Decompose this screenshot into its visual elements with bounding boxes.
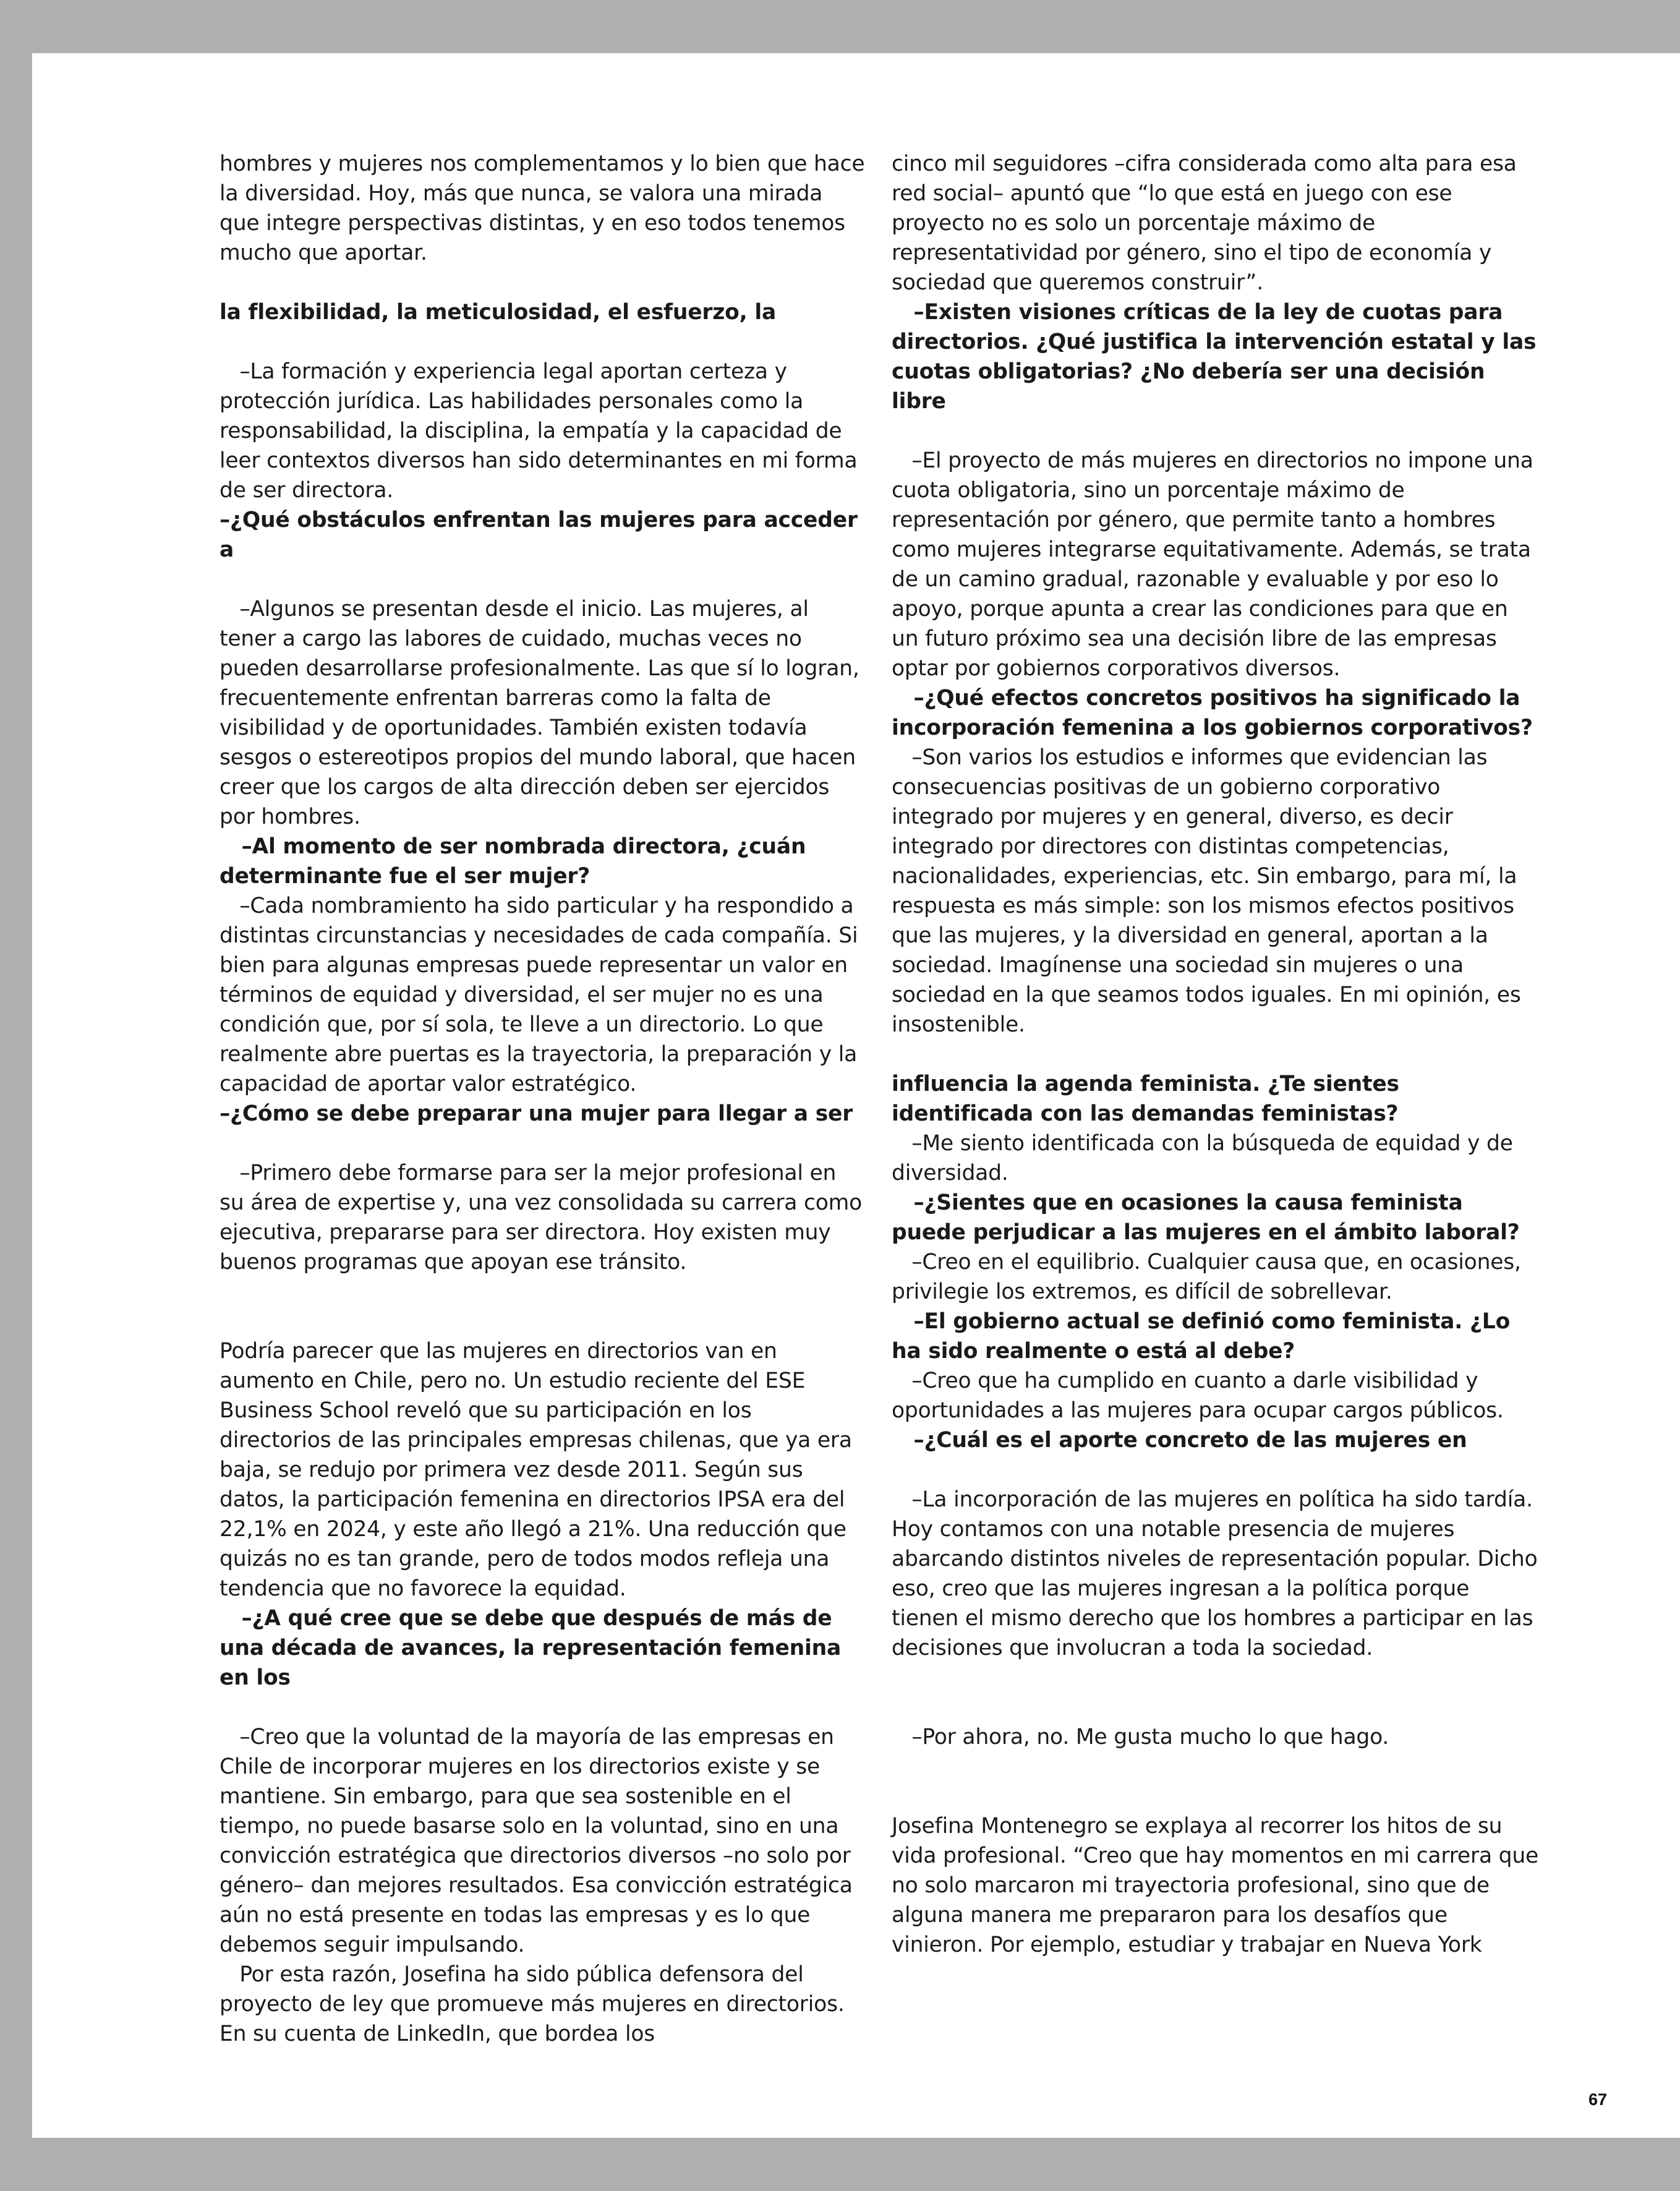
paragraph-spacer <box>892 1040 1541 1069</box>
interview-question: –¿Cuál es el aporte concreto de las mujeres en <box>892 1428 1467 1453</box>
magazine-page <box>32 53 1680 2138</box>
paragraph-spacer <box>220 1693 866 1722</box>
paragraph-spacer <box>892 1752 1541 1811</box>
paragraph-spacer <box>220 268 866 297</box>
interview-question: –Existen visiones críticas de la ley de cuotas para directorios. ¿Qué justifica la intervención estatal y las cuotas obligatorias? ¿No debería ser una decisión libre <box>892 300 1544 414</box>
body-paragraph: Josefina Montenegro se explaya al recorrer los hitos de su vida profesional. “Creo que hay momentos en mi carrera que no solo marcaron mi trayectoria profesional, sino que de alguna manera me prepararon para los desafíos que vinieron. Por ejemplo, estudiar y trabajar en Nueva York <box>892 1814 1545 1957</box>
body-paragraph: –Creo que la voluntad de la mayoría de las empresas en Chile de incorporar mujeres en los directorios existe y se mantiene. Sin embargo, para que sea sostenible en el tiempo, no puede basarse solo en la voluntad, sino en una convicción estratégica que directorios diversos –no solo por género– dan mejores resultados. Esa convicción estratégica aún no está presente en todas las empresas y es lo que debemos seguir impulsando. <box>220 1725 859 1957</box>
body-paragraph: –Algunos se presentan desde el inicio. Las mujeres, al tener a cargo las labores de cuidado, muchas veces no pueden desarrollarse profesionalmente. Las que sí lo logran, frecuentemente enfrentan barreras como la falta de visibilidad y de oportunidades. También existen todavía sesgos o estereotipos propios del mundo laboral, que hacen creer que los cargos de alta dirección deben ser ejercidos por hombres. <box>220 597 866 829</box>
body-paragraph: –Creo en el equilibrio. Cualquier causa que, en ocasiones, privilegie los extremos, es difícil de sobrellevar. <box>892 1250 1528 1304</box>
body-paragraph: –El proyecto de más mujeres en directorios no impone una cuota obligatoria, sino un porcentaje máximo de representación por género, que permite tanto a hombres como mujeres integrarse equitativamente. Además, se trata de un camino gradual, razonable y evaluable y por eso lo apoyo, porque apunta a crear las condiciones para que en un futuro próximo sea una decisión libre de las empresas optar por gobiernos corporativos diversos. <box>892 448 1540 681</box>
right-text-column <box>892 149 1545 1960</box>
page-number: 67 <box>1588 2090 1607 2109</box>
paragraph-spacer <box>220 327 866 357</box>
interview-question: –El gobierno actual se definió como feminista. ¿Lo ha sido realmente o está al debe? <box>892 1309 1517 1364</box>
body-paragraph: Por esta razón, Josefina ha sido pública defensora del proyecto de ley que promueve más mujeres en directorios. En su cuenta de LinkedIn, que bordea los <box>220 1962 851 2046</box>
body-paragraph: –Me siento identificada con la búsqueda de equidad y de diversidad. <box>892 1131 1520 1185</box>
body-paragraph: –La formación y experiencia legal aportan certeza y protección jurídica. Las habilidades personales como la responsabilidad, la disciplina, la empatía y la capacidad de leer contextos diversos han sido determinantes en mi forma de ser directora. <box>220 359 864 503</box>
interview-question: –¿Sientes que en ocasiones la causa feminista puede perjudicar a las mujeres en el ámbito laboral? <box>892 1190 1520 1245</box>
paragraph-spacer <box>892 1455 1541 1485</box>
body-paragraph: –Creo que ha cumplido en cuanto a darle visibilidad y oportunidades a las mujeres para ocupar cargos públicos. <box>892 1369 1504 1423</box>
paragraph-spacer <box>220 565 866 594</box>
body-paragraph: Podría parecer que las mujeres en directorios van en aumento en Chile, pero no. Un estudio reciente del ESE Business School reveló que su participación en los directorios de las principales empresas chilenas, que ya era baja, se redujo por primera vez desde 2011. Según sus datos, la participación femenina en directorios IPSA era del 22,1% en 2024, y este año llegó a 21%. Una reducción que quizás no es tan grande, pero de todos modos refleja una tendencia que no favorece la equidad. <box>220 1339 859 1601</box>
interview-question: –¿Qué efectos concretos positivos ha significado la incorporación femenina a los gobiernos corporativos? <box>892 686 1533 740</box>
body-paragraph: hombres y mujeres nos complementamos y lo bien que hace la diversidad. Hoy, más que nunca, se valora una mirada que integre perspectivas distintas, y en eso todos tenemos mucho que aportar. <box>220 152 872 265</box>
paragraph-spacer <box>220 1277 866 1336</box>
left-text-column <box>220 149 872 2049</box>
interview-question: –¿Cómo se debe preparar una mujer para llegar a ser <box>220 1101 853 1126</box>
paragraph-spacer <box>892 416 1541 446</box>
interview-question: la flexibilidad, la meticulosidad, el esfuerzo, la <box>220 300 777 325</box>
body-paragraph: –Por ahora, no. Me gusta mucho lo que hago. <box>892 1725 1389 1749</box>
body-paragraph: –Son varios los estudios e informes que evidencian las consecuencias positivas de un gobierno corporativo integrado por mujeres y en general, diverso, es decir integrado por directores con distintas competencias, nacionalidades, experiencias, etc. Sin embargo, para mí, la respuesta es más simple: son los mismos efectos positivos que las mujeres, y la diversidad en general, aportan a la sociedad. Imagínense una sociedad sin mujeres o una sociedad en la que seamos todos iguales. En mi opinión, es insostenible. <box>892 745 1528 1037</box>
body-paragraph: –Primero debe formarse para ser la mejor profesional en su área de expertise y, una vez consolidada su carrera como ejecutiva, prepararse para ser directora. Hoy existen muy buenos programas que apoyan ese tránsito. <box>220 1161 869 1275</box>
body-paragraph: –Cada nombramiento ha sido particular y ha respondido a distintas circunstancias y necesidades de cada compañía. Si bien para algunas empresas puede representar un valor en términos de equidad y diversidad, el ser mujer no es una condición que, por sí sola, te lleve a un directorio. Lo que realmente abre puertas es la trayectoria, la preparación y la capacidad de aportar valor estratégico. <box>220 894 865 1096</box>
body-paragraph: –La incorporación de las mujeres en política ha sido tardía. Hoy contamos con una notable presencia de mujeres abarcando distintos niveles de representación popular. Dicho eso, creo que las mujeres ingresan a la política porque tienen el mismo derecho que los hombres a participar en las decisiones que involucran a toda la sociedad. <box>892 1487 1545 1660</box>
paragraph-spacer <box>220 1129 866 1158</box>
interview-question: –¿A qué cree que se debe que después de más de una década de avances, la representación femenina en los <box>220 1606 848 1690</box>
interview-question: –¿Qué obstáculos enfrentan las mujeres para acceder a <box>220 508 865 562</box>
body-paragraph: cinco mil seguidores –cifra considerada como alta para esa red social– apuntó que “lo que está en juego con ese proyecto no es solo un porcentaje máximo de representatividad por género, sino el tipo de economía y sociedad que queremos construir”. <box>892 152 1524 295</box>
paragraph-spacer <box>892 1663 1541 1722</box>
interview-question: influencia la agenda feminista. ¿Te sientes identificada con las demandas feministas? <box>892 1072 1407 1126</box>
interview-question: –Al momento de ser nombrada directora, ¿cuán determinante fue el ser mujer? <box>220 834 814 889</box>
